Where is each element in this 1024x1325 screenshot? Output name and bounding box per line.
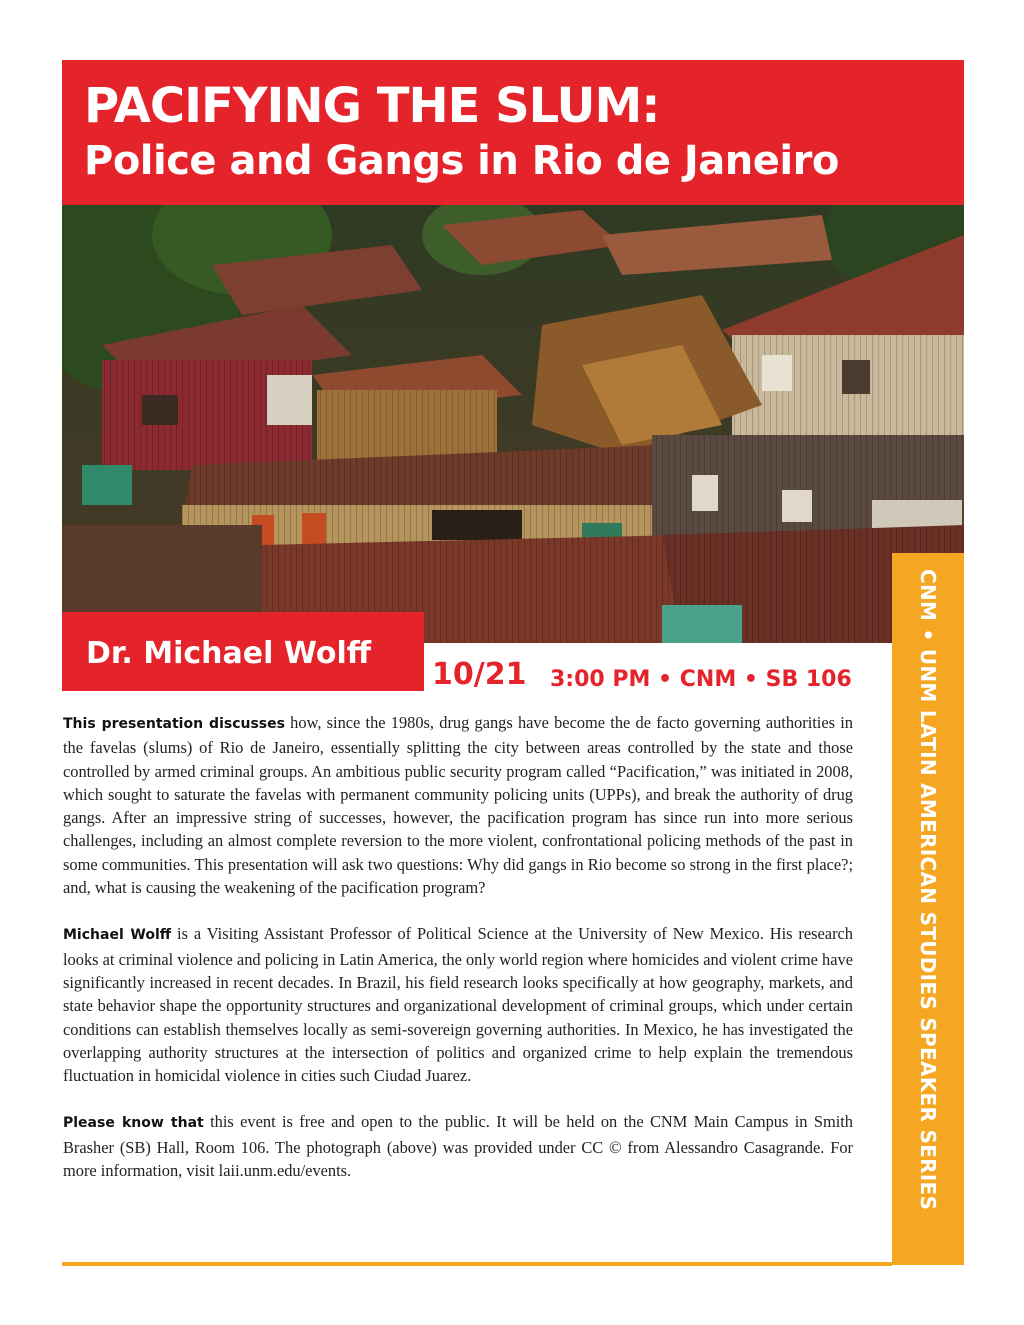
body-text [63,711,853,1205]
bio-text: is a Visiting Assistant Professor of Political Science at the University of New Mexico. His research looks at criminal violence and policing in Latin America, the only world region where homicides and violent crime have significantly increased in recent decades. In Brazil, his field research looks specifically at how geography, markets, and state behavior shape the opportunity structures and organizational development of criminal groups, which under certain conditions can establish themselves locally as semi-sovereign governing authorities. In Mexico, he has investigated the overlapping authority structures at the intersection of politics and organized crime to help explain the tremendous fluctuation in homicidal violence in cities such Ciudad Juarez. [63,924,854,1086]
abstract-paragraph [63,711,853,899]
notice-text: this event is free and open to the public. It will be held on the CNM Main Campus in Smith Brasher (SB) Hall, Room 106. The photograph (above) was provided under CC © from Alessandro Casagrande. For more information, visit laii.unm.edu/events. [63,1112,853,1181]
favela-photograph [62,205,964,643]
page-title: PACIFYING THE SLUM: [84,78,660,134]
speaker-name: Dr. Michael Wolff [86,636,372,671]
abstract-text: how, since the 1980s, drug gangs have become the de facto governing authorities in the favelas (slums) of Rio de Janeiro, essentially splitting the city between areas controlled by the state and those controlled by armed criminal groups. An ambitious public security program called “Pacification,” was initiated in 2008, which sought to saturate the favelas with permanent community policing units (UPPs), and break the authority of drug gangs. After an impressive string of successes, however, the pacification program has since run into more serious challenges, including an almost complete reversion to the more violent, confrontational policing methods of the past in some communities. This presentation will ask two questions: Why did gangs in Rio become so strong in the first place?; and, what is causing the weakening of the pacification program? [63,713,853,898]
title-banner [62,60,964,205]
speaker-banner [62,612,424,691]
bio-lead: Michael Wolff [63,927,172,944]
bio-paragraph [63,922,853,1087]
page-subtitle: Police and Gangs in Rio de Janeiro [84,138,839,184]
abstract-lead: This presentation discusses [63,716,285,732]
event-date: 10/21 [432,657,527,692]
bottom-divider [62,1262,892,1266]
series-sidebar [892,553,964,1265]
series-label: CNM • UNM LATIN AMERICAN STUDIES SPEAKER SERIES [916,569,940,1211]
notice-lead: Please know that [63,1115,204,1132]
event-time-location: 3:00 PM • CNM • SB 106 [550,667,852,692]
notice-paragraph [63,1110,853,1182]
